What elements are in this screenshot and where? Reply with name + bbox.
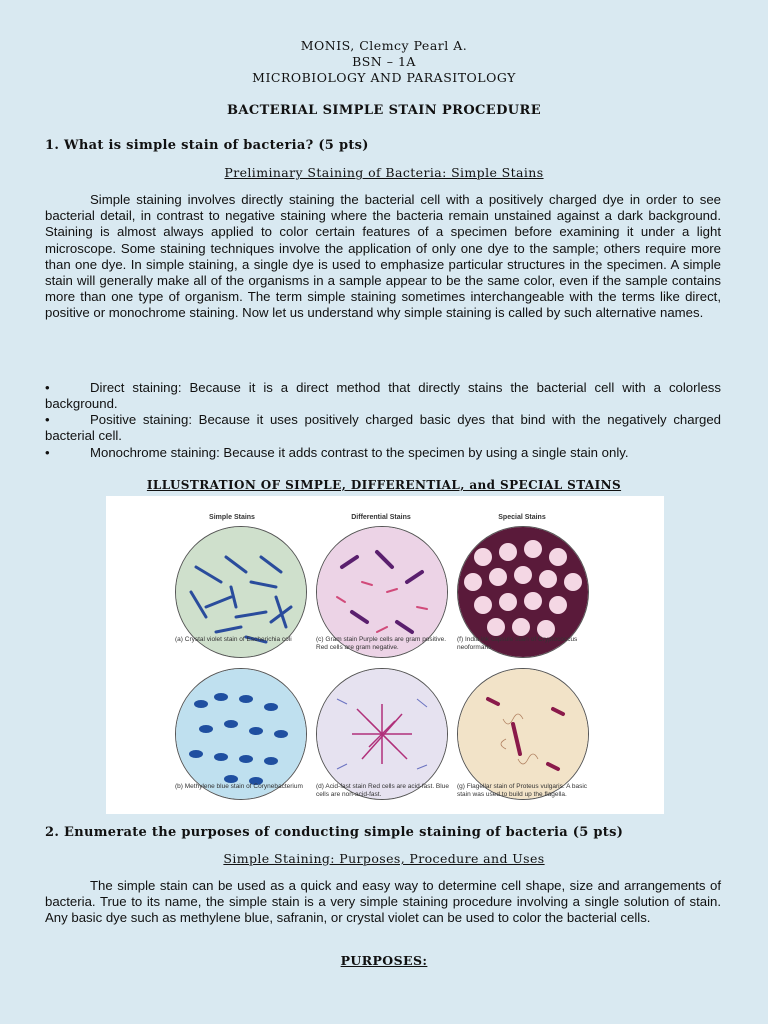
paragraph-1: Simple staining involves directly staining the bacterial cell with a positively charged dye in order to see bacterial detail, in contrast to negative staining where the bacteria remain unstained against a dark background. Staining is almost always applied to color certain features of a specimen before examining it under a light microscope. Some staining techniques involve the application of only one dye to the sample; others require more than one dye. In simple staining, a single dye is used to emphasize particular structures in the specimen. A simple stain will generally make all of the organisms in a sample appear to be the same color, even if the sample contains more than one type of organism. The term simple staining sometimes interchangeable with the terms like direct, positive or monochrome staining. Now let us understand why simple staining is called by such alternative names. [45,192,721,321]
subheading-2: Simple Staining: Purposes, Procedure and Uses [223,851,545,866]
micrograph-methylene-blue [175,668,307,800]
author-section: BSN – 1A [352,54,416,69]
bullet-marker: • [45,412,50,427]
bullet-text: Direct staining: Because it is a direct method that directly stains the bacterial cell with a colorless background. [45,380,721,412]
subheading-1: Preliminary Staining of Bacteria: Simple Stains [224,165,544,180]
stain-illustration [106,496,664,814]
document-header [0,38,768,86]
column-simple-stains: Simple Stains [209,514,255,521]
caption-g: (g) Flagellar stain of Proteus vulgaris. A basic stain was used to build up the flagella. [457,783,588,798]
column-special-stains: Special Stains [498,514,546,521]
question-2: 2. Enumerate the purposes of conducting simple staining of bacteria (5 pts) [45,825,624,840]
micrograph-acid-fast [316,668,448,800]
bullet-positive [45,412,721,444]
bullet-text: Monochrome staining: Because it adds contrast to the specimen by using a single stain only. [90,445,629,460]
course-name: MICROBIOLOGY AND PARASITOLOGY [252,70,516,85]
document-title: BACTERIAL SIMPLE STAIN PROCEDURE [226,103,542,118]
figure-heading: ILLUSTRATION OF SIMPLE, DIFFERENTIAL, and SPECIAL STAINS [146,478,622,492]
column-differential-stains: Differential Stains [351,514,411,521]
purposes-heading: PURPOSES: [340,953,428,968]
caption-f: (f) India ink capsule stain of Cryptococcus neoformans [457,636,578,651]
bullet-marker: • [45,380,50,395]
paragraph-2: The simple stain can be used as a quick and easy way to determine cell shape, size and arrangements of bacteria. True to its name, the simple stain is a very simple staining procedure involving a single solution of stain. Any basic dye such as methylene blue, safranin, or crystal violet can be used to color the bacterial cells. [45,878,721,926]
bullet-text: Positive staining: Because it uses positively charged basic dyes that bind with the negatively charged bacterial cell. [45,412,721,444]
bullet-direct [45,380,721,412]
bullet-monochrome [45,445,721,461]
bullet-marker: • [45,445,50,460]
question-1: 1. What is simple stain of bacteria? (5 pts) [45,138,369,153]
author-name: MONIS, Clemcy Pearl A. [300,38,468,53]
caption-b: (b) Methylene blue stain of Corynebacterium [175,783,303,790]
caption-c: (c) Gram stain Purple cells are gram positive. Red cells are gram negative. [316,636,447,651]
caption-a: (a) Crystal violet stain of Escherichia coli [175,636,292,643]
micrograph-flagellar [457,668,589,800]
caption-d: (d) Acid-fast stain Red cells are acid-fast. Blue cells are non-acid-fast. [316,783,449,798]
